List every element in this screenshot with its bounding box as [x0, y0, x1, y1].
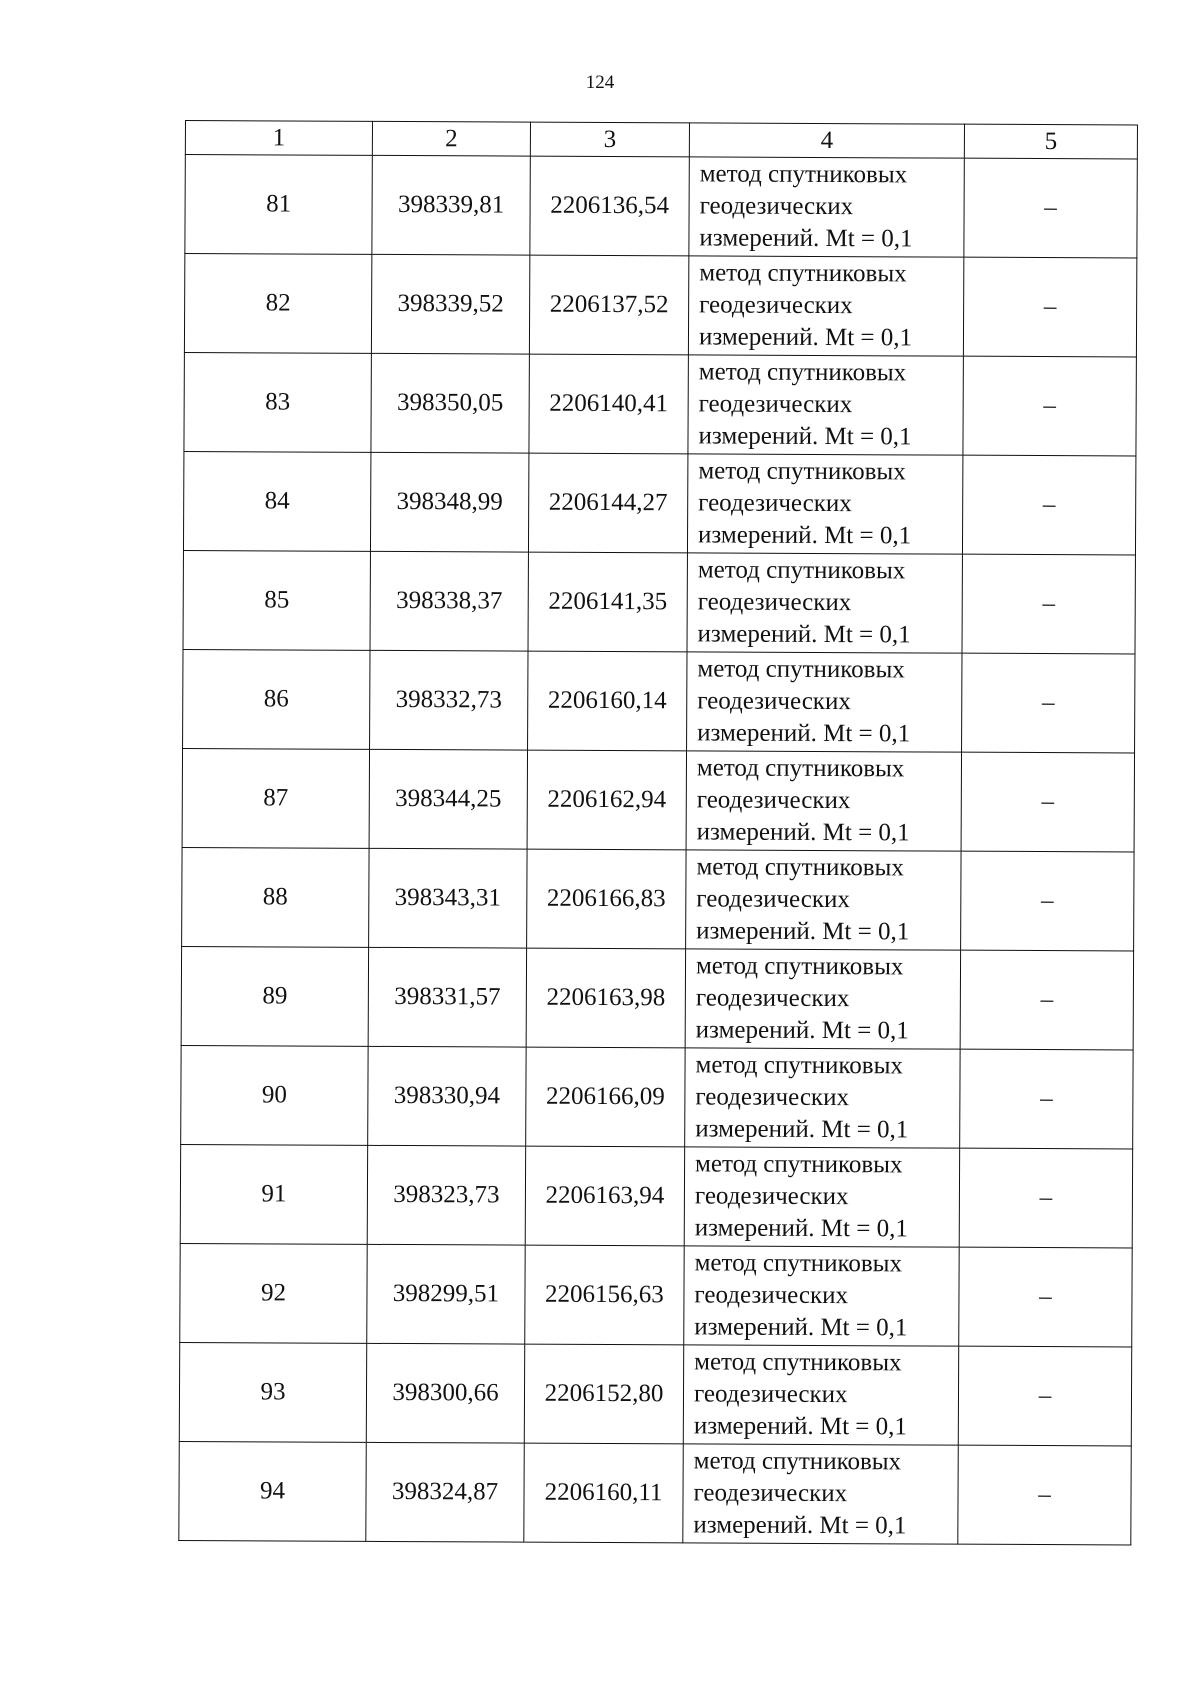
point-number-cell: 89 — [181, 946, 368, 1046]
table-header — [185, 121, 1137, 159]
table-row — [182, 847, 1134, 950]
method-line: метод спутниковых — [696, 853, 904, 882]
coordinate-y-cell: 2206166,83 — [527, 849, 686, 949]
table-row — [185, 155, 1137, 258]
method-line: метод спутниковых — [693, 1447, 902, 1476]
coordinate-y-cell: 2206160,14 — [528, 651, 687, 751]
note-cell: – — [958, 1346, 1131, 1446]
coordinate-x-cell: 398299,51 — [367, 1244, 525, 1344]
method-line: измерений. Mt = 0,1 — [693, 1511, 907, 1540]
method-line: геодезических — [699, 291, 853, 320]
table-row — [183, 451, 1135, 554]
method-line: метод спутниковых — [695, 1150, 903, 1179]
method-line: измерений. Mt = 0,1 — [697, 620, 911, 649]
coordinate-y-cell: 2206166,09 — [526, 1047, 685, 1147]
coordinate-y-cell: 2206137,52 — [529, 255, 688, 355]
note-cell: – — [961, 752, 1134, 852]
table-row — [180, 1243, 1132, 1346]
method-cell — [685, 1048, 960, 1148]
point-number-cell: 86 — [183, 649, 370, 749]
point-number-cell: 92 — [180, 1243, 367, 1343]
point-number-cell: 82 — [184, 254, 371, 354]
point-number-cell: 81 — [185, 155, 372, 255]
method-line: измерений. Mt = 0,1 — [695, 1115, 909, 1144]
note-cell: – — [962, 653, 1135, 753]
point-number-cell: 91 — [180, 1144, 367, 1244]
method-line: измерений. Mt = 0,1 — [694, 1313, 908, 1342]
column-header-4: 4 — [689, 123, 964, 158]
method-line: геодезических — [695, 1083, 850, 1112]
method-line: измерений. Mt = 0,1 — [694, 1214, 908, 1243]
method-cell — [689, 157, 964, 257]
method-line: геодезических — [697, 588, 852, 617]
table-row — [180, 1144, 1132, 1247]
method-line: геодезических — [696, 786, 851, 815]
column-header-2: 2 — [372, 121, 530, 156]
method-cell — [688, 355, 963, 455]
method-cell — [687, 553, 962, 653]
method-cell — [687, 652, 962, 752]
method-line: геодезических — [693, 1479, 848, 1508]
coordinate-y-cell: 2206152,80 — [524, 1344, 683, 1444]
method-line: метод спутниковых — [699, 259, 907, 288]
method-cell — [686, 751, 961, 851]
point-number-cell: 83 — [184, 352, 371, 452]
table-body — [179, 155, 1138, 1545]
coordinate-x-cell: 398348,99 — [370, 452, 528, 552]
table-row — [179, 1441, 1131, 1544]
note-cell: – — [959, 1247, 1132, 1347]
point-number-cell: 84 — [183, 451, 370, 551]
coordinate-x-cell: 398300,66 — [366, 1343, 524, 1443]
coordinate-x-cell: 398331,57 — [368, 947, 526, 1047]
method-cell — [684, 1147, 959, 1247]
column-header-1: 1 — [185, 121, 372, 156]
method-line: метод спутниковых — [699, 160, 908, 189]
note-cell: – — [958, 1445, 1131, 1545]
method-line: измерений. Mt = 0,1 — [696, 917, 910, 946]
point-number-cell: 87 — [182, 748, 369, 848]
point-number-cell: 93 — [179, 1342, 366, 1442]
table-row — [184, 352, 1136, 455]
method-line: метод спутниковых — [694, 1348, 902, 1377]
coordinate-x-cell: 398343,31 — [369, 848, 527, 948]
point-number-cell: 94 — [179, 1441, 366, 1541]
method-line: измерений. Mt = 0,1 — [696, 818, 910, 847]
note-cell: – — [964, 158, 1137, 258]
method-line: измерений. Mt = 0,1 — [693, 1412, 907, 1441]
method-line: метод спутниковых — [697, 556, 906, 585]
header-row — [185, 121, 1137, 159]
coordinate-x-cell: 398344,25 — [369, 749, 527, 849]
method-line: метод спутниковых — [695, 1051, 904, 1080]
coordinate-x-cell: 398339,52 — [371, 254, 529, 354]
method-line: метод спутниковых — [696, 754, 905, 783]
method-line: измерений. Mt = 0,1 — [697, 521, 912, 550]
coordinate-y-cell: 2206144,27 — [528, 453, 687, 553]
method-line: измерений. Mt = 0,1 — [698, 422, 912, 451]
method-cell — [688, 256, 963, 356]
coordinate-y-cell: 2206162,94 — [527, 750, 686, 850]
point-number-cell: 90 — [181, 1045, 368, 1145]
coordinate-y-cell: 2206141,35 — [528, 552, 687, 652]
coordinate-x-cell: 398330,94 — [368, 1046, 526, 1146]
note-cell: – — [960, 950, 1133, 1050]
point-number-cell: 85 — [183, 550, 370, 650]
coordinate-x-cell: 398324,87 — [366, 1442, 524, 1542]
method-line: метод спутниковых — [698, 358, 907, 387]
method-line: метод спутниковых — [697, 655, 905, 684]
coordinate-y-cell: 2206140,41 — [529, 354, 688, 454]
coordinate-y-cell: 2206163,98 — [526, 948, 685, 1048]
table-row — [184, 254, 1136, 357]
table-row — [179, 1342, 1131, 1445]
table-row — [183, 649, 1135, 752]
coordinate-y-cell: 2206136,54 — [530, 156, 689, 256]
coordinate-y-cell: 2206156,63 — [525, 1245, 684, 1345]
table-row — [181, 946, 1133, 1049]
method-line: измерений. Mt = 0,1 — [698, 323, 913, 352]
method-line: геодезических — [694, 1182, 849, 1211]
column-header-3: 3 — [530, 122, 689, 157]
note-cell: – — [960, 1049, 1133, 1149]
method-cell — [683, 1345, 958, 1445]
page-number: 124 — [585, 72, 615, 93]
method-line: метод спутниковых — [698, 457, 906, 486]
coordinate-x-cell: 398338,37 — [370, 551, 528, 651]
method-line: геодезических — [698, 390, 853, 419]
method-line: геодезических — [699, 192, 854, 221]
method-cell — [686, 850, 961, 950]
note-cell: – — [961, 851, 1134, 951]
method-cell — [685, 949, 960, 1049]
note-cell: – — [962, 455, 1135, 555]
point-number-cell: 88 — [182, 847, 369, 947]
method-line: метод спутниковых — [695, 952, 904, 981]
method-line: геодезических — [693, 1380, 848, 1409]
note-cell: – — [959, 1148, 1132, 1248]
method-line: измерений. Mt = 0,1 — [695, 1016, 909, 1045]
coordinate-x-cell: 398323,73 — [367, 1145, 525, 1245]
coordinate-y-cell: 2206160,11 — [524, 1443, 683, 1543]
coordinate-x-cell: 398332,73 — [370, 650, 528, 750]
coordinates-table — [178, 120, 1138, 1545]
method-line: геодезических — [697, 687, 851, 716]
method-line: геодезических — [695, 984, 850, 1013]
note-cell: – — [963, 257, 1136, 357]
method-line: геодезических — [696, 885, 850, 914]
table-row — [182, 748, 1134, 851]
method-line: метод спутниковых — [694, 1249, 903, 1278]
table-row — [183, 550, 1135, 653]
method-cell — [683, 1444, 958, 1544]
method-line: геодезических — [698, 489, 852, 518]
coordinate-x-cell: 398350,05 — [371, 353, 529, 453]
note-cell: – — [962, 554, 1135, 654]
table-row — [181, 1045, 1133, 1148]
coordinate-y-cell: 2206163,94 — [525, 1146, 684, 1246]
note-cell: – — [963, 356, 1136, 456]
method-line: измерений. Mt = 0,1 — [697, 719, 911, 748]
method-cell — [684, 1246, 959, 1346]
coordinate-x-cell: 398339,81 — [372, 155, 530, 255]
method-line: геодезических — [694, 1281, 849, 1310]
column-header-5: 5 — [964, 124, 1137, 159]
method-line: измерений. Mt = 0,1 — [699, 224, 913, 253]
method-cell — [687, 454, 962, 554]
